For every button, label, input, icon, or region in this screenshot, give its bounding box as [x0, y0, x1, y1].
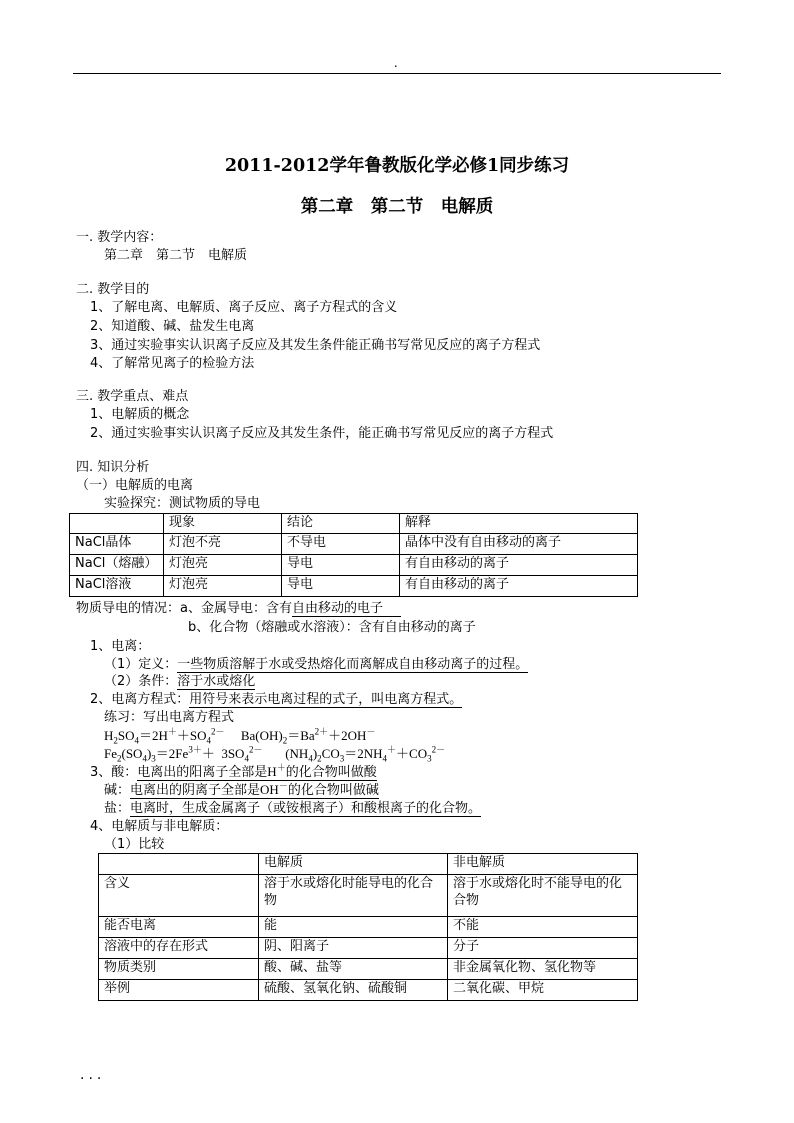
table-cell: 溶液中的存在形式	[99, 938, 259, 959]
sec2-item: 4、了解常见离子的检验方法	[90, 356, 255, 371]
compare-heading: 4、电解质与非电解质：	[90, 819, 229, 834]
ionization-heading: 1、电离：	[90, 639, 151, 654]
experiment-label: 实验探究：测试物质的导电	[104, 496, 261, 511]
table-cell: 能否电离	[99, 917, 259, 938]
sec3-heading: 三. 教学重点、难点	[76, 389, 189, 404]
table-cell: 有自由移动的离子	[400, 555, 638, 576]
base-label: 碱：	[104, 783, 131, 798]
table-cell: 物质类别	[99, 959, 259, 980]
table-cell: 导电	[282, 576, 400, 597]
equation-definition	[90, 691, 462, 708]
sec1-heading: 一. 教学内容：	[76, 230, 163, 245]
table-cell: 晶体中没有自由移动的离子	[400, 534, 638, 555]
table-cell: NaCl溶液	[70, 576, 164, 597]
table-cell: 灯泡不亮	[164, 534, 282, 555]
sec2-item: 3、通过实验事实认识离子反应及其发生条件能正确书写常见反应的离子方程式	[90, 338, 541, 353]
table-row	[70, 576, 638, 597]
header-dot: .	[394, 56, 398, 71]
sec4-heading: 四. 知识分析	[76, 460, 150, 475]
table-row	[70, 534, 638, 555]
table-cell: NaCl晶体	[70, 534, 164, 555]
acid-fill: 电离出的阳离子全部是H＋的化合物叫做酸	[137, 762, 377, 780]
table-cell: NaCl（熔融）	[70, 555, 164, 576]
conduct-line-b: b、化合物（熔融或水溶液）：含有自由移动的离子	[188, 620, 476, 635]
table-cell: 溶于水或熔化时能导电的化合物	[259, 875, 448, 917]
footer-dots: ...	[80, 1067, 106, 1083]
table-cell: 非金属氧化物、氢化物等	[448, 959, 638, 980]
ionization-definition	[104, 656, 528, 673]
document-title: 2011-2012学年鲁教版化学必修1同步练习	[224, 156, 570, 176]
table-header-cell: 电解质	[259, 854, 448, 875]
practice-label: 练习：写出电离方程式	[104, 710, 235, 725]
table-header-cell: 非电解质	[448, 854, 638, 875]
equation-line-1: $H_2SO_4=2H^++SO_4^{2-}$ $Ba(OH)_2=Ba^{2+}+2OH^-$	[104, 726, 376, 746]
table-cell: 溶于水或熔化时不能导电的化合物	[448, 875, 638, 917]
table-row	[99, 959, 638, 980]
table-cell: 酸、碱、盐等	[259, 959, 448, 980]
salt-definition	[104, 800, 481, 817]
salt-fill: 电离时，生成金属离子（或铵根离子）和酸根离子的化合物。	[130, 801, 482, 816]
base-fill: 电离出的阴离子全部是OH－的化合物叫做碱	[130, 780, 379, 798]
table-cell: 不能	[448, 917, 638, 938]
sec4-sub1: （一）电解质的电离	[76, 478, 194, 493]
ionization-condition	[104, 673, 255, 690]
table-cell: 二氧化碳、甲烷	[448, 980, 638, 1001]
sec2-item: 2、知道酸、碱、盐发生电离	[90, 319, 255, 334]
sec1-line: 第二章 第二节 电解质	[104, 248, 248, 263]
condition-label: （2）条件：	[104, 674, 178, 689]
equation-fill: 用符号来表示电离过程的式子，叫电离方程式。	[189, 692, 463, 707]
table-header-cell	[70, 514, 164, 534]
table-header-cell: 解释	[400, 514, 638, 534]
table-cell: 分子	[448, 938, 638, 959]
sec3-item: 2、通过实验事实认识离子反应及其发生条件，能正确书写常见反应的离子方程式	[90, 426, 554, 441]
sec3-item: 1、电解质的概念	[90, 407, 190, 422]
table-row	[99, 875, 638, 917]
table-cell: 硫酸、氢氧化钠、硫酸铜	[259, 980, 448, 1001]
table-header-cell: 结论	[282, 514, 400, 534]
table-cell: 有自由移动的离子	[400, 576, 638, 597]
header-rule	[73, 73, 721, 74]
equation-line-2: $Fe_2(SO_4)_3=2Fe^{3+}+ 3SO_4^{2-}$ $(NH_4)_2CO_3=2NH_4^++CO_3^{2-}$	[104, 744, 446, 764]
table-cell: 能	[259, 917, 448, 938]
table-cell: 阴、阳离子	[259, 938, 448, 959]
conduct-a-prefix: 物质导电的情况：a、金属导电：含有	[76, 601, 292, 616]
condition-fill: 溶于水或熔化	[177, 674, 256, 689]
table-cell: 举例	[99, 980, 259, 1001]
acid-label: 3、酸：	[90, 765, 138, 780]
definition-label: （1）定义：	[104, 657, 178, 672]
table-row	[70, 555, 638, 576]
definition-fill: 一些物质溶解于水或受热熔化而离解成自由移动离子的过程。	[177, 657, 529, 672]
table-cell: 灯泡亮	[164, 576, 282, 597]
table-header-cell	[99, 854, 259, 875]
table-cell: 导电	[282, 555, 400, 576]
table-cell: 灯泡亮	[164, 555, 282, 576]
conductivity-table	[69, 513, 638, 597]
salt-label: 盐：	[104, 801, 131, 816]
table-cell: 不导电	[282, 534, 400, 555]
sec2-item: 1、了解电离、电解质、离子反应、离子方程式的含义	[90, 300, 398, 315]
electrolyte-table	[98, 853, 638, 1001]
equation-label: 2、电离方程式：	[90, 692, 190, 707]
conduct-a-fill: 自由移动的电子	[292, 601, 401, 617]
table-row	[99, 917, 638, 938]
acid-definition	[90, 764, 377, 781]
base-definition	[104, 782, 379, 799]
table-header-cell: 现象	[164, 514, 282, 534]
table-row	[99, 980, 638, 1001]
table-row	[99, 938, 638, 959]
conduct-line-a	[76, 600, 401, 617]
compare-sub: （1）比较	[104, 837, 165, 852]
sec2-heading: 二. 教学目的	[76, 282, 150, 297]
document-subtitle: 第二章 第二节 电解质	[300, 197, 494, 217]
table-cell: 含义	[99, 875, 259, 917]
